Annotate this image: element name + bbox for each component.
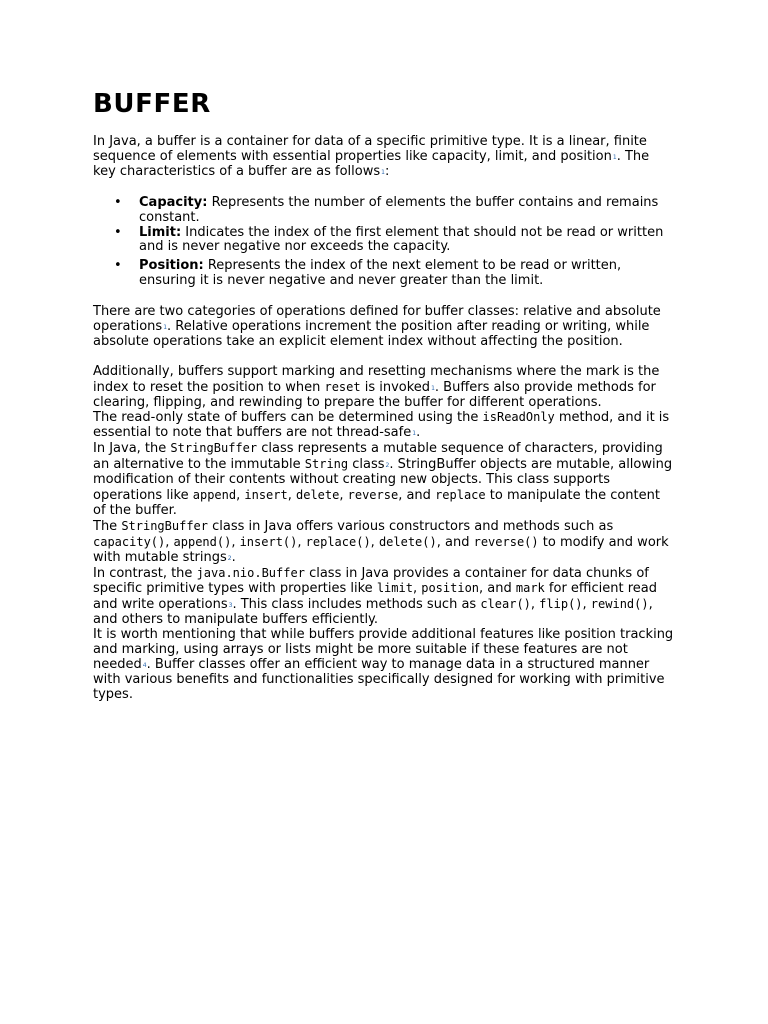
- inline-code: reset: [324, 379, 361, 394]
- intro-text: In Java, a buffer is a container for data of a specific primitive type. It is a linear, finite sequence of elements with essential properties like capacity, limit, and position: [93, 134, 647, 164]
- inline-code: delete(): [378, 534, 437, 549]
- paragraph-text: is invoked: [360, 379, 431, 395]
- paragraph-text: In contrast, the: [93, 565, 197, 581]
- paragraph-text: , and others to manipulate buffers efficiently.: [93, 597, 653, 628]
- citation-ref[interactable]: 4: [142, 661, 147, 669]
- paragraph-text: for efficient read and write operations: [93, 581, 657, 613]
- paragraph-text: It is worth mentioning that while buffers provide additional features like position tracking and marking, using arrays or lists might be more suitable if these features are not needed: [93, 627, 674, 672]
- separator-text: ,: [339, 488, 348, 504]
- intro-text-end: :: [384, 163, 390, 179]
- stringbuffer-paragraph: [93, 441, 675, 519]
- property-desc: Represents the index of the next element to be read or written, ensuring it is never negative and never greater than the limit.: [139, 258, 622, 289]
- inline-code: mark: [515, 581, 545, 596]
- citation-ref[interactable]: 1: [612, 153, 617, 161]
- inline-code: String: [304, 457, 349, 472]
- inline-code: clear(): [480, 597, 531, 612]
- paragraph-text: In Java, the: [93, 441, 171, 457]
- inline-code: reverse: [347, 488, 399, 503]
- citation-ref[interactable]: 3: [228, 602, 233, 610]
- marking-paragraph: [93, 365, 675, 411]
- inline-code: append(): [173, 534, 232, 549]
- separator-text: ,: [231, 534, 240, 550]
- property-term: Capacity:: [139, 194, 208, 210]
- paragraph-text: . Buffers also provide methods for clearing, flipping, and rewinding to prepare the buffer for different operations.: [93, 379, 656, 410]
- inline-code: position: [421, 581, 480, 596]
- nio-buffer-paragraph: [93, 566, 675, 629]
- paragraph-text: class represents a mutable sequence of characters, providing an alternative to the immutable: [93, 441, 663, 473]
- paragraph-text: method, and it is essential to note that buffers are not thread-safe: [93, 410, 670, 441]
- inline-code: limit: [376, 581, 413, 596]
- intro-paragraph: [93, 135, 675, 180]
- paragraph-text: to manipulate the content of the buffer.: [93, 488, 660, 518]
- paragraph-text: . This class includes methods such as: [232, 597, 481, 613]
- page-title: BUFFER: [93, 89, 211, 119]
- property-term: Position:: [139, 258, 204, 274]
- inline-code: java.nio.Buffer: [196, 565, 305, 580]
- inline-code: insert: [244, 488, 288, 503]
- properties-list: [93, 196, 675, 289]
- citation-ref[interactable]: 2: [227, 554, 232, 562]
- list-item: [139, 196, 675, 226]
- closing-paragraph: [93, 628, 675, 703]
- separator-text: ,: [287, 488, 296, 504]
- separator-text: , and: [479, 581, 516, 597]
- inline-code: replace: [435, 488, 486, 503]
- paragraph-text: class: [348, 457, 385, 473]
- paragraph-text: . StringBuffer objects are mutable, allowing modification of their contents without creating new objects. This class supports operations like: [93, 457, 673, 504]
- inline-code: capacity(): [93, 534, 166, 549]
- paragraph-text: class in Java offers various constructors and methods such as: [208, 518, 614, 534]
- paragraph-text: . Relative operations increment the position after reading or writing, while absolute operations take an explicit element index without affecting the position.: [93, 319, 650, 349]
- inline-code: insert(): [239, 534, 298, 549]
- citation-ref[interactable]: 1: [412, 430, 417, 438]
- inline-code: rewind(): [590, 597, 649, 612]
- inline-code: isReadOnly: [482, 410, 555, 425]
- paragraph-text: . Buffer classes offer an efficient way to manage data in a structured manner with various benefits and functionalities specifically designed for working with primitive types.: [93, 656, 665, 702]
- paragraph-text: class in Java provides a container for data chunks of specific primitive types with properties like: [93, 565, 649, 597]
- list-item: [139, 259, 675, 289]
- separator-text: ,: [370, 534, 379, 550]
- separator-text: ,: [297, 534, 306, 550]
- separator-text: ,: [412, 581, 422, 597]
- citation-ref[interactable]: 2: [385, 462, 390, 470]
- inline-code: replace(): [305, 534, 371, 549]
- inline-code: delete: [296, 488, 340, 503]
- intro-text-tail: . The key characteristics of a buffer are as follows: [93, 148, 650, 179]
- paragraph-text: There are two categories of operations defined for buffer classes: relative and absolute operations: [93, 304, 661, 335]
- separator-text: ,: [530, 597, 540, 613]
- separator-text: , and: [398, 488, 436, 504]
- readonly-paragraph: [93, 410, 675, 441]
- paragraph-text: The: [93, 518, 122, 534]
- property-term: Limit:: [139, 224, 182, 240]
- list-item: [139, 226, 675, 256]
- separator-text: ,: [236, 488, 245, 504]
- paragraph-text: to modify and work with mutable strings: [93, 534, 669, 565]
- citation-ref[interactable]: 1: [163, 324, 168, 332]
- property-desc: Indicates the index of the first element that should not be read or written and is never negative nor exceeds the capacity.: [139, 224, 664, 255]
- paragraph-text: .: [231, 549, 236, 565]
- stringbuffer-methods-paragraph: [93, 519, 675, 566]
- separator-text: ,: [582, 597, 591, 613]
- operations-paragraph: [93, 305, 675, 350]
- separator-text: ,: [165, 534, 174, 550]
- paragraph-text: The read-only state of buffers can be determined using the: [93, 410, 483, 426]
- inline-code: reverse(): [473, 534, 539, 549]
- property-desc: Represents the number of elements the buffer contains and remains constant.: [139, 194, 659, 225]
- citation-ref[interactable]: 1: [381, 168, 385, 176]
- citation-ref[interactable]: 1: [431, 384, 435, 392]
- document-page: [93, 88, 675, 703]
- inline-code: flip(): [539, 597, 583, 612]
- paragraph-text: .: [416, 425, 421, 441]
- paragraph-text: Additionally, buffers support marking and resetting mechanisms where the mark is the index to reset the position to when: [93, 363, 660, 395]
- separator-text: , and: [436, 534, 474, 550]
- inline-code: append: [192, 488, 237, 503]
- inline-code: StringBuffer: [170, 441, 258, 456]
- inline-code: StringBuffer: [121, 518, 209, 533]
